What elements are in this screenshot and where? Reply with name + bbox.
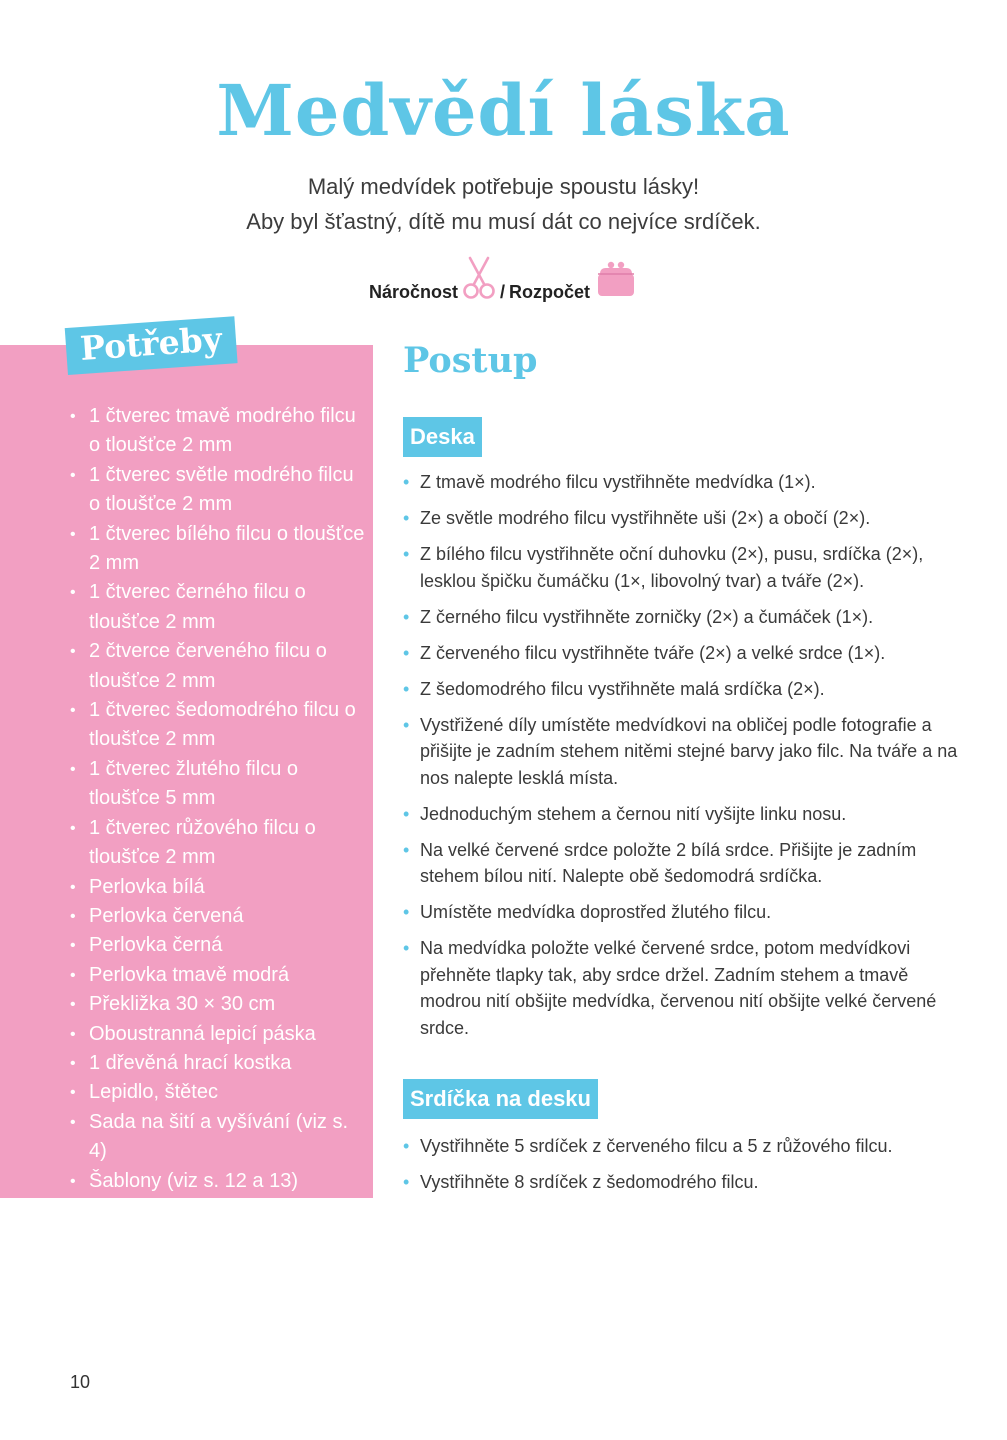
list-item: • Oboustranná lepicí páska	[68, 1020, 368, 1049]
list-item: • Vystřihněte 8 srdíček z šedomodrého filcu.	[403, 1169, 963, 1196]
list-item: • Na medvídka položte velké červené srdce, potom medvídkovi přehněte tlapky tak, aby srdce držel. Zadním stehem a tmavě modrou nití obšijte medvídka, červenou nití obšijte velké červené srdce.	[403, 935, 963, 1041]
subtitle-line-1: Malý medvídek potřebuje spoustu lásky!	[307, 174, 700, 199]
supplies-list	[68, 402, 368, 1196]
scissors-icon	[462, 256, 496, 305]
list-item: • Vystřižené díly umístěte medvídkovi na obličej podle fotografie a přišijte je zadním stehem nitěmi stejné barvy jako filc. Na tváře a na nos nalepte lesklá místa.	[403, 712, 963, 792]
page-title: Medvědí láska	[216, 69, 791, 152]
list-item: • Z červeného filcu vystřihněte tváře (2×) a velké srdce (1×).	[403, 640, 963, 667]
subtitle-line-2: Aby byl šťastný, dítě mu musí dát co nejvíce srdíček.	[246, 209, 761, 234]
list-item: • 1 čtverec žlutého filcu o tloušťce 5 mm	[68, 755, 368, 814]
list-item: • Z šedomodrého filcu vystřihněte malá srdíčka (2×).	[403, 676, 963, 703]
difficulty-label: Náročnost	[368, 282, 458, 302]
list-item: • Z černého filcu vystřihněte zorničky (2×) a čumáček (1×).	[403, 604, 963, 631]
supplies-heading: Potřeby	[65, 316, 238, 375]
list-item: • Na velké červené srdce položte 2 bílá srdce. Přišijte je zadním stehem bílou nití. Nalepte obě šedomodrá srdíčka.	[403, 837, 963, 890]
steps-list-srdicka	[403, 1133, 963, 1205]
list-item: • 1 čtverec černého filcu o tloušťce 2 mm	[68, 578, 368, 637]
list-item: • Z tmavě modrého filcu vystřihněte medvídka (1×).	[403, 469, 963, 496]
list-item: • Jednoduchým stehem a černou nití vyšijte linku nosu.	[403, 801, 963, 828]
steps-list-deska	[403, 469, 963, 1051]
list-item: • Šablony (viz s. 12 a 13)	[68, 1167, 368, 1196]
list-item: • Perlovka bílá	[68, 873, 368, 902]
section-title-deska: Deska	[403, 417, 482, 457]
list-item: • Perlovka černá	[68, 931, 368, 960]
list-item: • 1 čtverec bílého filcu o tloušťce 2 mm	[68, 520, 368, 579]
list-item: • Perlovka tmavě modrá	[68, 961, 368, 990]
procedure-heading: Postup	[403, 340, 538, 381]
list-item: • Sada na šití a vyšívání (viz s. 4)	[68, 1108, 368, 1167]
meta-separator: /	[500, 282, 506, 302]
list-item: • Ze světle modrého filcu vystřihněte uši (2×) a obočí (2×).	[403, 505, 963, 532]
page-number: 10	[70, 1372, 91, 1392]
list-item: • 1 dřevěná hrací kostka	[68, 1049, 368, 1078]
difficulty-budget-row	[0, 256, 1007, 305]
list-item: • Umístěte medvídka doprostřed žlutého filcu.	[403, 899, 963, 926]
list-item: • 1 čtverec světle modrého filcu o tloušťce 2 mm	[68, 461, 368, 520]
purse-icon	[594, 260, 638, 305]
section-title-srdicka: Srdíčka na desku	[403, 1079, 598, 1119]
list-item: • 1 čtverec šedomodrého filcu o tloušťce 2 mm	[68, 696, 368, 755]
list-item: • Překližka 30 × 30 cm	[68, 990, 368, 1019]
list-item: • Lepidlo, štětec	[68, 1078, 368, 1107]
budget-label: Rozpočet	[509, 282, 591, 302]
list-item: • 1 čtverec tmavě modrého filcu o tloušťce 2 mm	[68, 402, 368, 461]
list-item: • 2 čtverce červeného filcu o tloušťce 2 mm	[68, 637, 368, 696]
list-item: • 1 čtverec růžového filcu o tloušťce 2 mm	[68, 814, 368, 873]
list-item: • Perlovka červená	[68, 902, 368, 931]
list-item: • Vystřihněte 5 srdíček z červeného filcu a 5 z růžového filcu.	[403, 1133, 963, 1160]
list-item: • Z bílého filcu vystřihněte oční duhovku (2×), pusu, srdíčka (2×), lesklou špičku čumáčku (1×, libovolný tvar) a tváře (2×).	[403, 541, 963, 594]
